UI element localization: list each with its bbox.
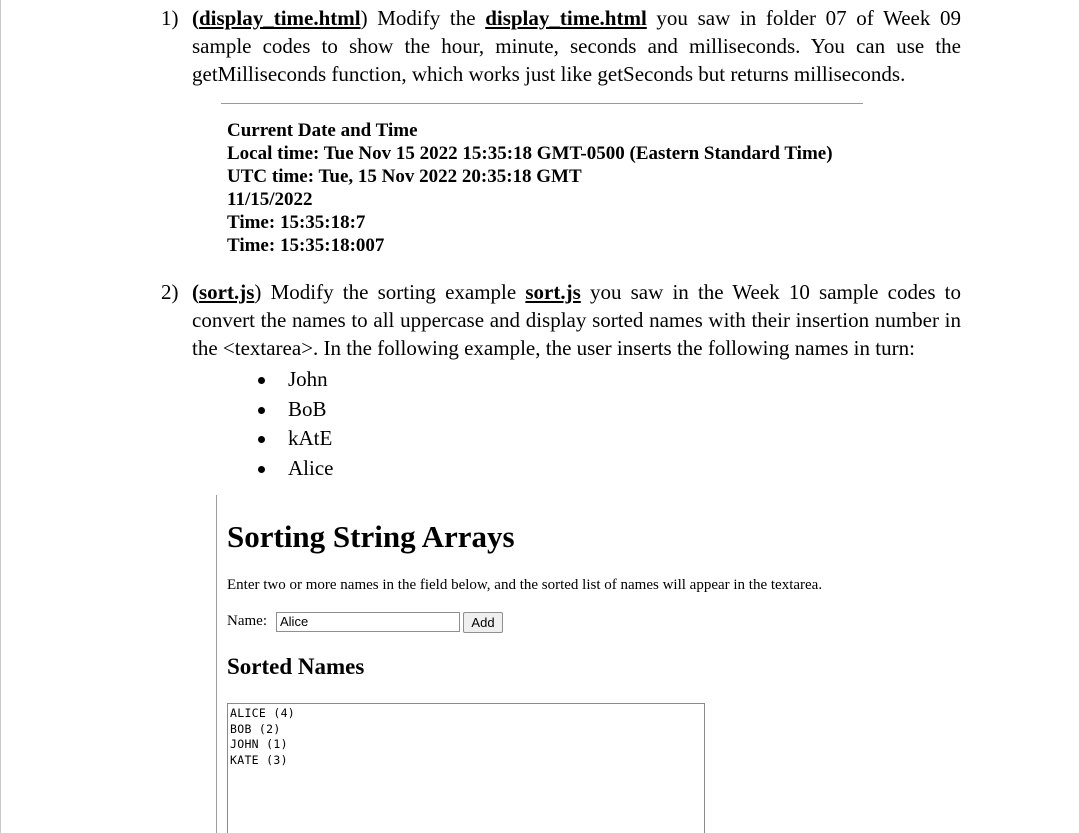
list-item-text: John [288,367,328,391]
question-1-number: 1) [161,6,179,30]
page-edge [0,0,1,833]
sorted-line: BOB (2) [230,721,281,736]
question-2 [161,278,961,362]
name-input[interactable]: Alice [276,612,460,632]
bullet-icon [258,466,265,473]
output-utc-time: UTC time: Tue, 15 Nov 2022 20:35:18 GMT [227,166,582,187]
bullet-icon [258,407,265,414]
question-2-text [192,278,961,362]
sort-page-screenshot [216,495,1079,833]
add-button[interactable]: Add [463,612,503,633]
output-time-short: Time: 15:35:18:7 [227,212,366,233]
file-link[interactable]: sort.js [199,280,255,304]
list-item [255,395,333,425]
page-title: Sorting String Arrays [227,519,515,554]
inserted-names-list [255,365,333,484]
sorted-line: KATE (3) [230,752,288,767]
text-segment: ( [192,6,199,30]
output-date: 11/15/2022 [227,189,313,210]
sorted-line: JOHN (1) [230,737,288,751]
sorted-line: ALICE (4) [230,706,296,720]
file-link[interactable]: display_time.html [199,6,361,30]
sorted-names-heading: Sorted Names [227,654,365,679]
bullet-icon [258,377,265,384]
instructions-text: Enter two or more names in the field below, and the sorted list of names will appear in the textarea. [227,577,823,593]
output-local-time: Local time: Tue Nov 15 2022 15:35:18 GMT-0500 (Eastern Standard Time) [227,143,833,164]
file-link[interactable]: sort.js [525,280,581,304]
text-segment: you saw in folder 07 of Week 09 sample codes to show the hour, minute, seconds and milliseconds. You can use the getMilliseconds function, which works just like getSeconds but returns milliseconds. [192,6,961,86]
question-1-text [192,4,961,88]
list-item-text: Alice [288,456,334,481]
text-segment: ) Modify the [360,6,486,30]
list-item [255,365,333,395]
output-heading: Current Date and Time [227,120,418,141]
list-item-text: kAtE [288,426,333,451]
list-item-text: BoB [288,396,327,421]
date-time-output [227,119,833,257]
file-link[interactable]: display_time.html [485,6,647,30]
question-2-number: 2) [161,280,179,304]
text-segment: ) Modify the sorting example [254,280,526,304]
text-segment: you saw in the Week 10 sample codes to convert the names to all uppercase and display sorted names with their insertion number in the <textarea>. In the following example, the user inserts the following names in turn: [192,280,961,360]
list-item [255,454,333,484]
name-label: Name: [227,613,267,629]
bullet-icon [258,436,265,443]
text-segment: ( [192,280,199,304]
question-1 [161,4,961,88]
horizontal-rule [221,103,863,104]
sorted-names-textarea[interactable] [227,703,705,833]
output-time-padded: Time: 15:35:18:007 [227,235,385,256]
list-item [255,424,333,454]
